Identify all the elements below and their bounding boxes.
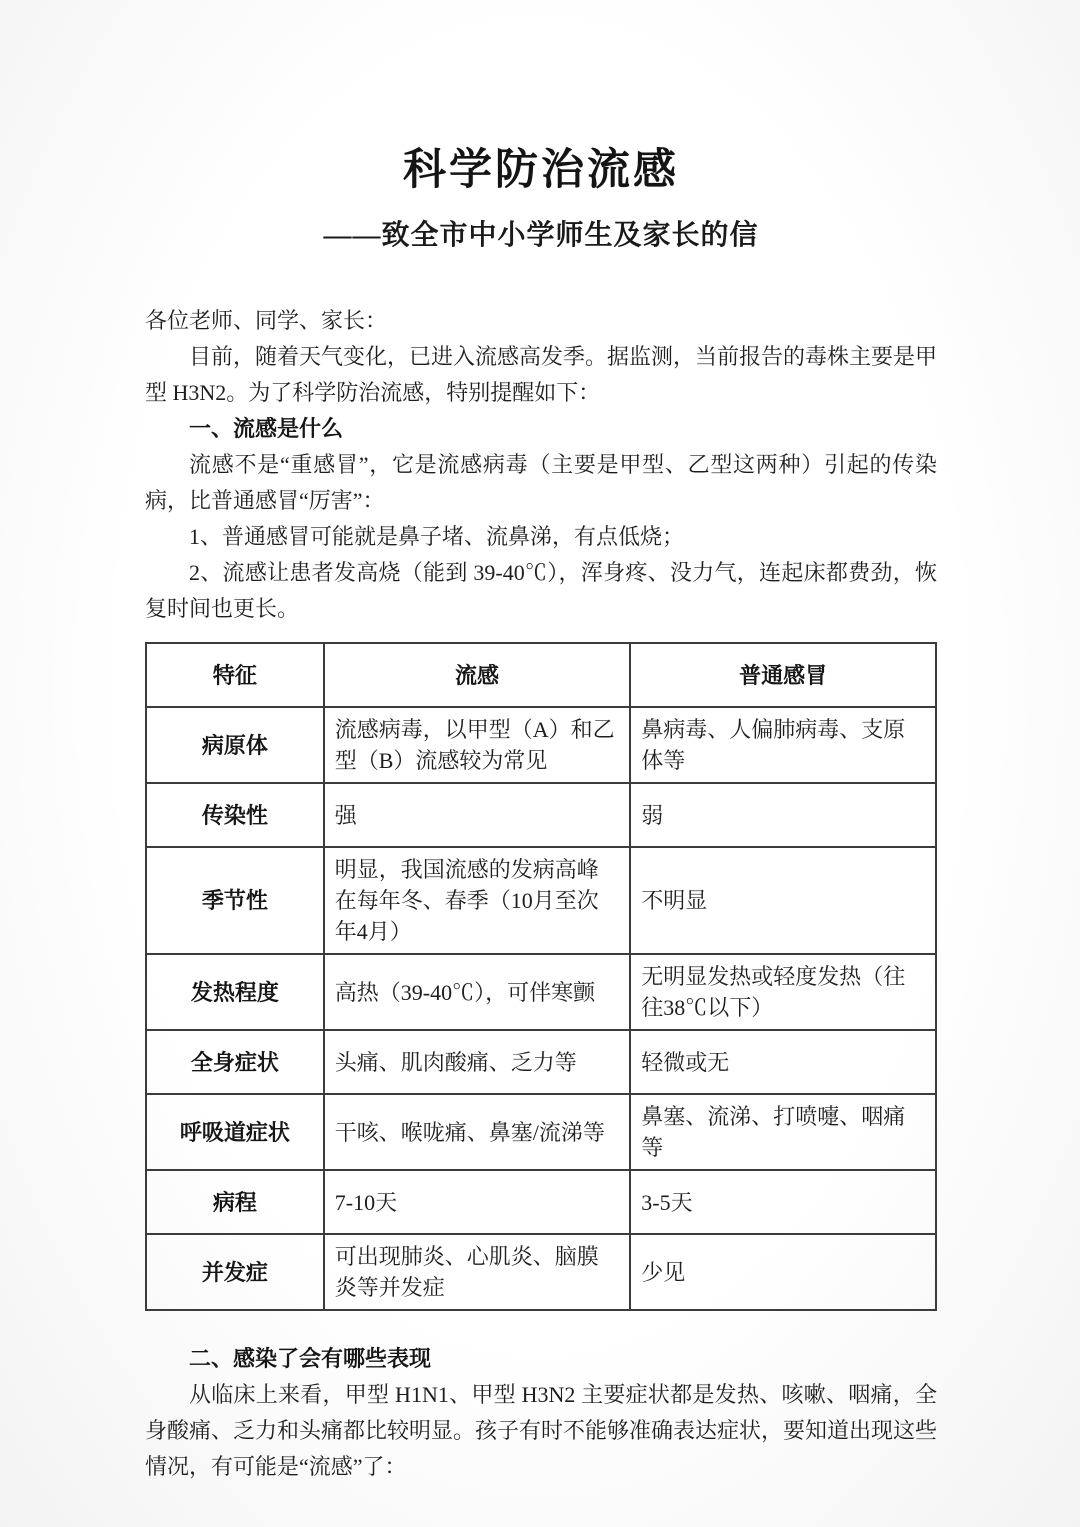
feature-label: 病原体 [146, 707, 324, 783]
section1-heading: 一、流感是什么 [189, 416, 344, 441]
section2-paragraph: 从临床上来看，甲型 H1N1、甲型 H3N2 主要症状都是发热、咳嗽、咽痛，全身酸痛、乏力和头痛都比较明显。孩子有时不能够准确表达症状，要知道出现这些情况，有可能是“流感”了： [145, 1382, 938, 1479]
feature-label: 并发症 [146, 1234, 324, 1310]
cold-value: 鼻病毒、人偏肺病毒、支原体等 [630, 707, 936, 783]
feature-label: 呼吸道症状 [146, 1094, 324, 1170]
cold-value: 少见 [630, 1234, 936, 1310]
flu-value: 强 [324, 783, 631, 847]
list-item-2: 2、流感让患者发高烧（能到 39-40℃），浑身疼、没力气，连起床都费劲，恢复时间也更长。 [145, 560, 937, 621]
column-header-cold: 普通感冒 [630, 643, 936, 707]
table-row-fever [146, 954, 936, 1030]
table-row-seasonality [146, 847, 936, 954]
flu-value: 7-10天 [324, 1170, 631, 1234]
feature-label: 病程 [146, 1170, 324, 1234]
flu-value: 明显，我国流感的发病高峰在每年冬、春季（10月至次年4月） [324, 847, 631, 954]
table-row-systemic-symptoms [146, 1030, 936, 1094]
cold-value: 无明显发热或轻度发热（往往38℃以下） [630, 954, 936, 1030]
cold-value: 不明显 [630, 847, 936, 954]
flu-value: 高热（39-40℃），可伴寒颤 [324, 954, 631, 1030]
document-subtitle: ——致全市中小学师生及家长的信 [323, 220, 759, 251]
table-row-respiratory-symptoms [146, 1094, 936, 1170]
flu-value: 流感病毒，以甲型（A）和乙型（B）流感较为常见 [324, 707, 631, 783]
table-row-pathogen [146, 707, 936, 783]
table-header-row [146, 643, 936, 707]
section2-heading: 二、感染了会有哪些表现 [189, 1346, 432, 1371]
column-header-flu: 流感 [324, 643, 631, 707]
intro-paragraph: 目前，随着天气变化，已进入流感高发季。据监测，当前报告的毒株主要是甲型 H3N2。为了科学防治流感，特别提醒如下： [145, 344, 938, 405]
flu-value: 可出现肺炎、心肌炎、脑膜炎等并发症 [324, 1234, 631, 1310]
feature-label: 发热程度 [146, 954, 324, 1030]
cold-value: 鼻塞、流涕、打喷嚏、咽痛等 [630, 1094, 936, 1170]
cold-value: 3-5天 [630, 1170, 936, 1234]
cold-value: 弱 [630, 783, 936, 847]
column-header-feature: 特征 [146, 643, 324, 707]
list-item-1: 1、普通感冒可能就是鼻子堵、流鼻涕，有点低烧； [189, 524, 685, 549]
table-row-duration [146, 1170, 936, 1234]
feature-label: 季节性 [146, 847, 324, 954]
feature-label: 传染性 [146, 783, 324, 847]
feature-label: 全身症状 [146, 1030, 324, 1094]
section1-paragraph: 流感不是“重感冒”，它是流感病毒（主要是甲型、乙型这两种）引起的传染病，比普通感冒“厉害”： [145, 452, 937, 513]
flu-value: 头痛、肌肉酸痛、乏力等 [324, 1030, 631, 1094]
table-row-contagiousness [146, 783, 936, 847]
flu-value: 干咳、喉咙痛、鼻塞/流涕等 [324, 1094, 631, 1170]
table-row-complications [146, 1234, 936, 1310]
salutation: 各位老师、同学、家长： [145, 308, 388, 333]
cold-value: 轻微或无 [630, 1030, 936, 1094]
document-title: 科学防治流感 [403, 147, 679, 194]
flu-vs-cold-table [145, 642, 937, 1311]
